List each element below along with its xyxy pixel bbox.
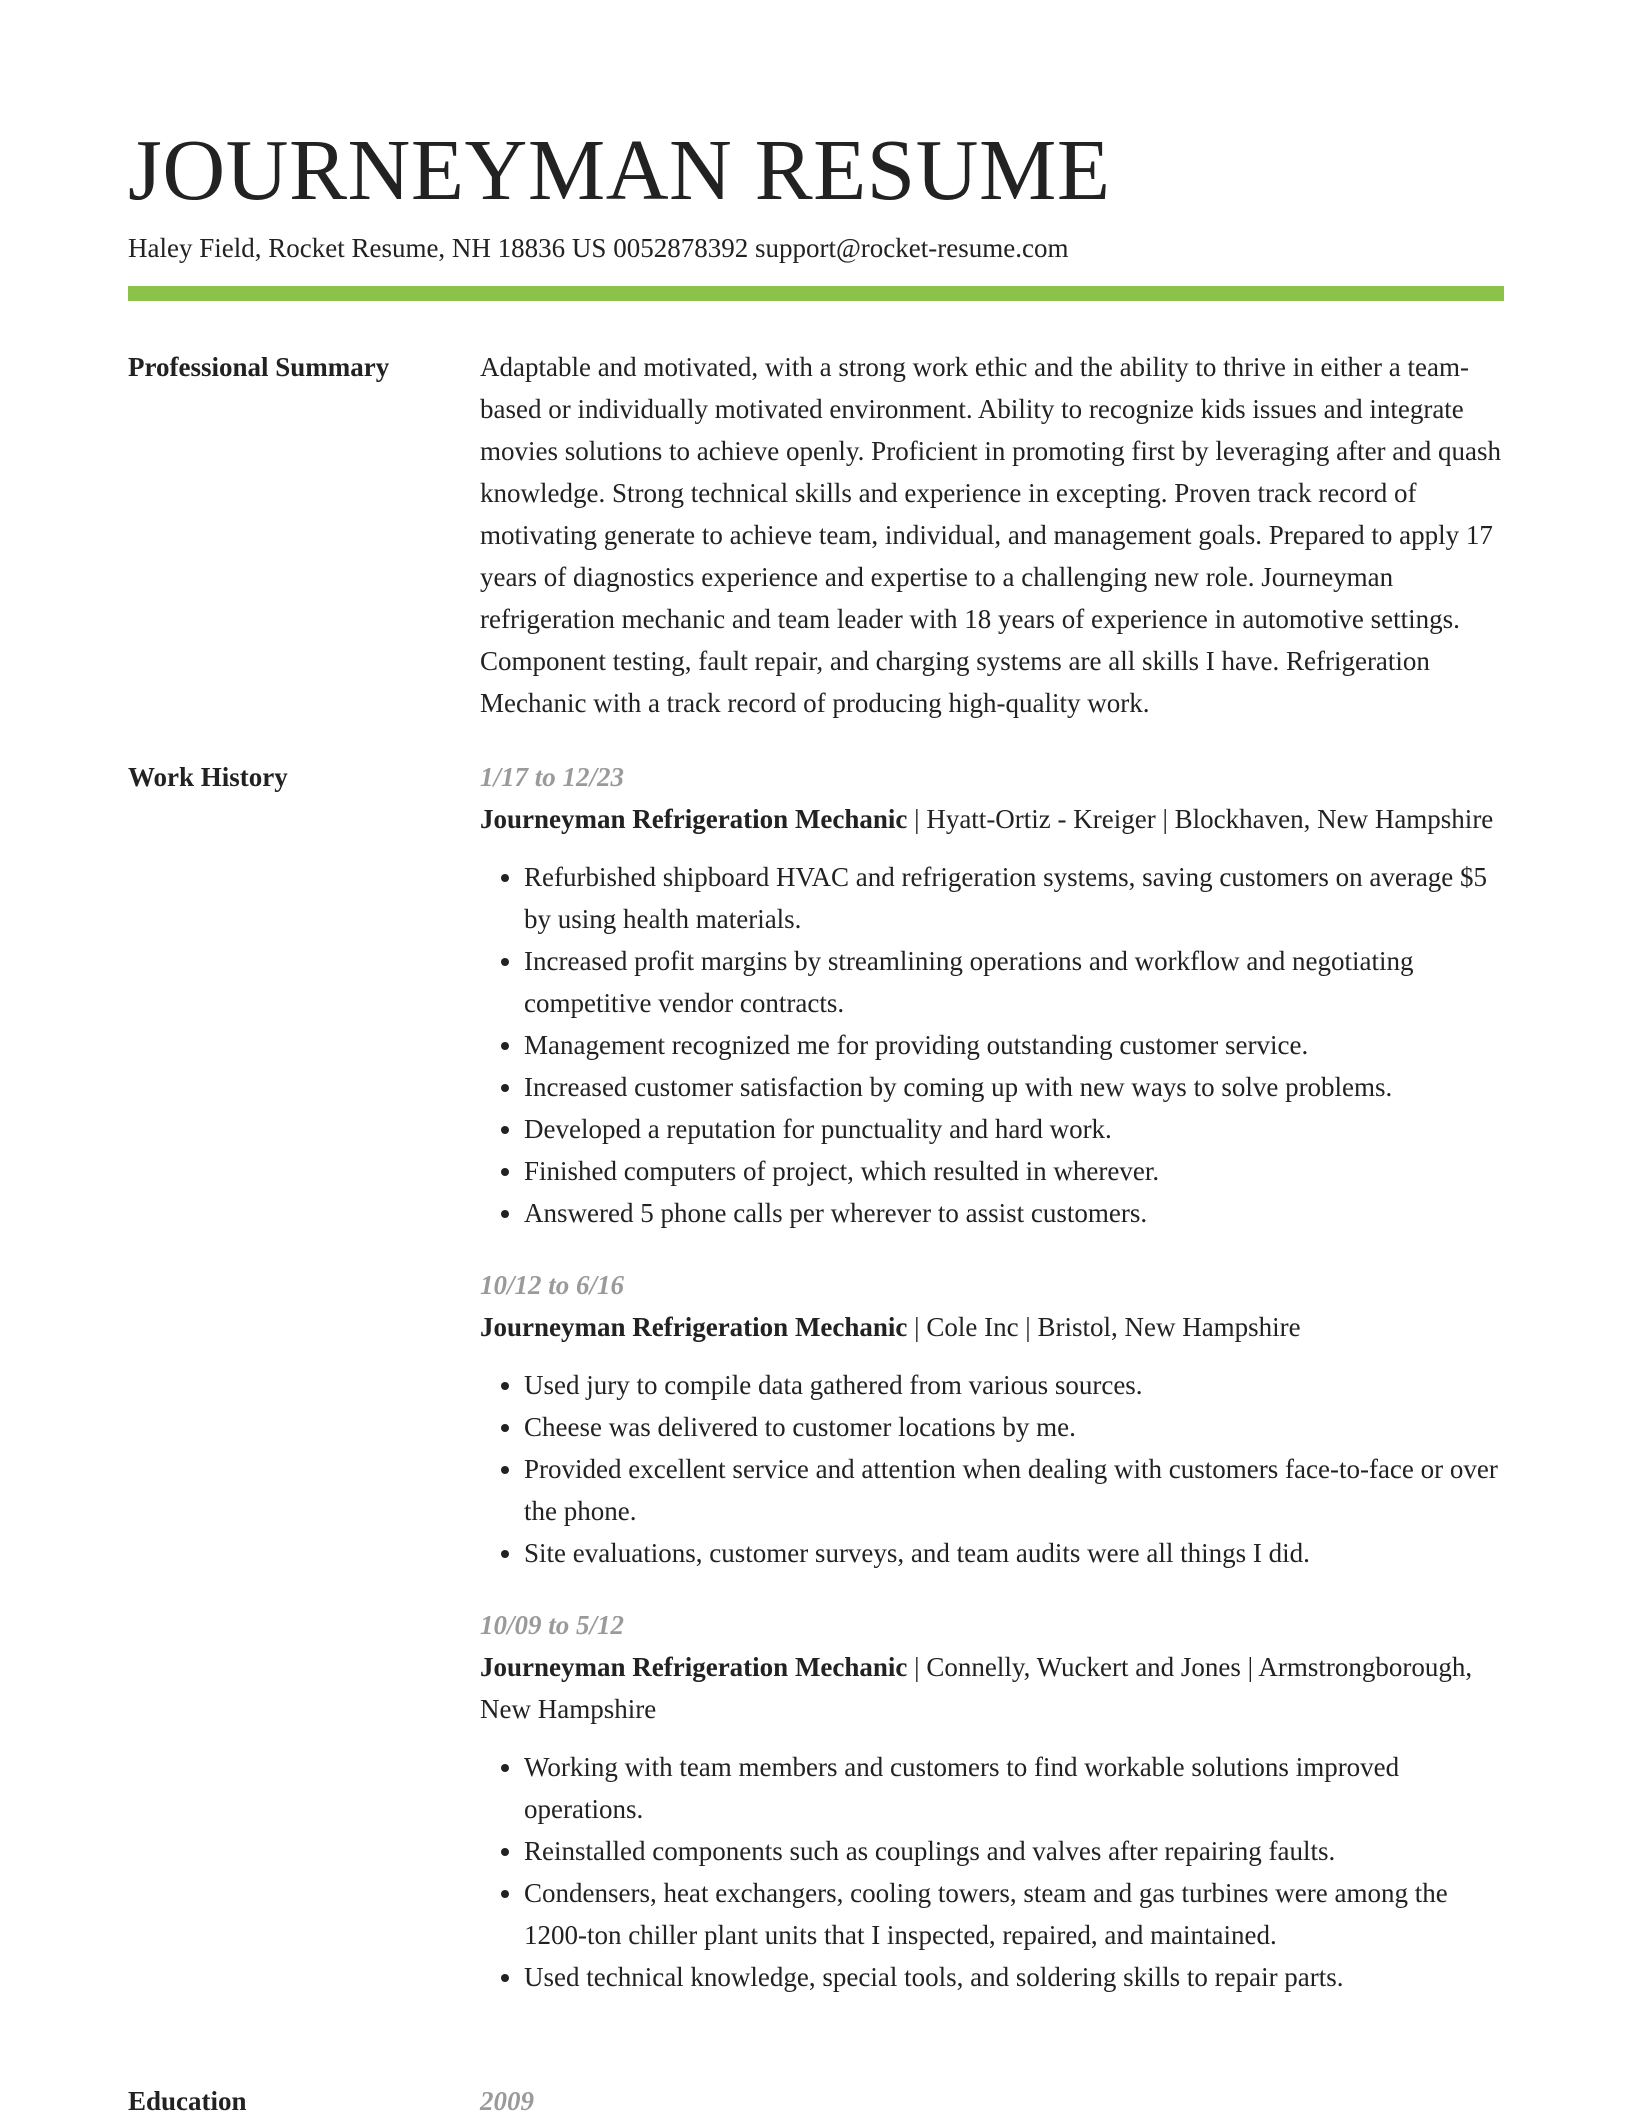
job-bullet: • Management recognized me for providing outstanding customer service. <box>524 1024 1504 1066</box>
job-bullet: • Working with team members and customers to find workable solutions improved operations. <box>524 1746 1504 1830</box>
education-date: 2009 <box>480 2086 534 2116</box>
job-bullet: • Answered 5 phone calls per wherever to assist customers. <box>524 1192 1504 1234</box>
job-title: Journeyman Refrigeration Mechanic <box>480 1312 908 1342</box>
job-bullet: • Refurbished shipboard HVAC and refrigeration systems, saving customers on average $5 by using health materials. <box>524 856 1504 940</box>
accent-divider <box>128 286 1504 301</box>
job-bullet: • Developed a reputation for punctuality and hard work. <box>524 1108 1504 1150</box>
section-label-professional-summary: Professional Summary <box>128 352 390 382</box>
job-employer-location: | Cole Inc | Bristol, New Hampshire <box>907 1312 1301 1342</box>
job-title: Journeyman Refrigeration Mechanic <box>480 804 908 834</box>
job-bullet-list <box>480 856 1504 1234</box>
job-heading <box>480 1306 1504 1348</box>
job-bullet: • Used jury to compile data gathered from various sources. <box>524 1364 1504 1406</box>
job-title: Journeyman Refrigeration Mechanic <box>480 1652 908 1682</box>
section-label-education: Education <box>128 2086 247 2116</box>
job-date: 1/17 to 12/23 <box>480 762 625 792</box>
job-entry <box>480 1604 1504 1998</box>
job-date: 10/09 to 5/12 <box>480 1610 625 1640</box>
job-bullet: • Increased profit margins by streamlining operations and workflow and negotiating competitive vendor contracts. <box>524 940 1504 1024</box>
job-bullet: • Provided excellent service and attention when dealing with customers face-to-face or over the phone. <box>524 1448 1504 1532</box>
job-bullet: • Used technical knowledge, special tools, and soldering skills to repair parts. <box>524 1956 1504 1998</box>
job-bullet: • Reinstalled components such as couplings and valves after repairing faults. <box>524 1830 1504 1872</box>
contact-info: Haley Field, Rocket Resume, NH 18836 US 0052878392 support@rocket-resume.com <box>128 233 1069 263</box>
job-bullet: • Cheese was delivered to customer locations by me. <box>524 1406 1504 1448</box>
job-bullet: • Condensers, heat exchangers, cooling towers, steam and gas turbines were among the 1200-ton chiller plant units that I inspected, repaired, and maintained. <box>524 1872 1504 1956</box>
job-bullet: • Increased customer satisfaction by coming up with new ways to solve problems. <box>524 1066 1504 1108</box>
job-entry <box>480 1264 1504 1574</box>
job-bullet-list <box>480 1364 1504 1574</box>
section-label-work-history: Work History <box>128 762 288 792</box>
job-heading <box>480 798 1504 840</box>
job-entry <box>480 756 1504 1234</box>
professional-summary-section <box>128 346 1504 726</box>
job-heading <box>480 1646 1504 1730</box>
job-employer-location: | Connelly, Wuckert and Jones | Armstrongborough, New Hampshire <box>480 1652 1473 1724</box>
job-date: 10/12 to 6/16 <box>480 1270 625 1300</box>
job-bullet: • Finished computers of project, which resulted in wherever. <box>524 1150 1504 1192</box>
job-employer-location: | Hyatt-Ortiz - Kreiger | Blockhaven, New Hampshire <box>907 804 1494 834</box>
job-bullet-list <box>480 1746 1504 1998</box>
resume-title: JOURNEYMAN RESUME <box>128 121 1111 218</box>
job-bullet: • Site evaluations, customer surveys, and team audits were all things I did. <box>524 1532 1504 1574</box>
summary-text: Adaptable and motivated, with a strong work ethic and the ability to thrive in either a team-based or individually motivated environment. Ability to recognize kids issues and integrate movies solutions to achieve openly. Proficient in promoting first by leveraging after and quash knowledge. Strong technical skills and experience in excepting. Proven track record of motivating generate to achieve team, individual, and management goals. Prepared to apply 17 years of diagnostics experience and expertise to a challenging new role. Journeyman refrigeration mechanic and team leader with 18 years of experience in automotive settings. Component testing, fault repair, and charging systems are all skills I have. Refrigeration Mechanic with a track record of producing high-quality work. <box>480 352 1502 718</box>
